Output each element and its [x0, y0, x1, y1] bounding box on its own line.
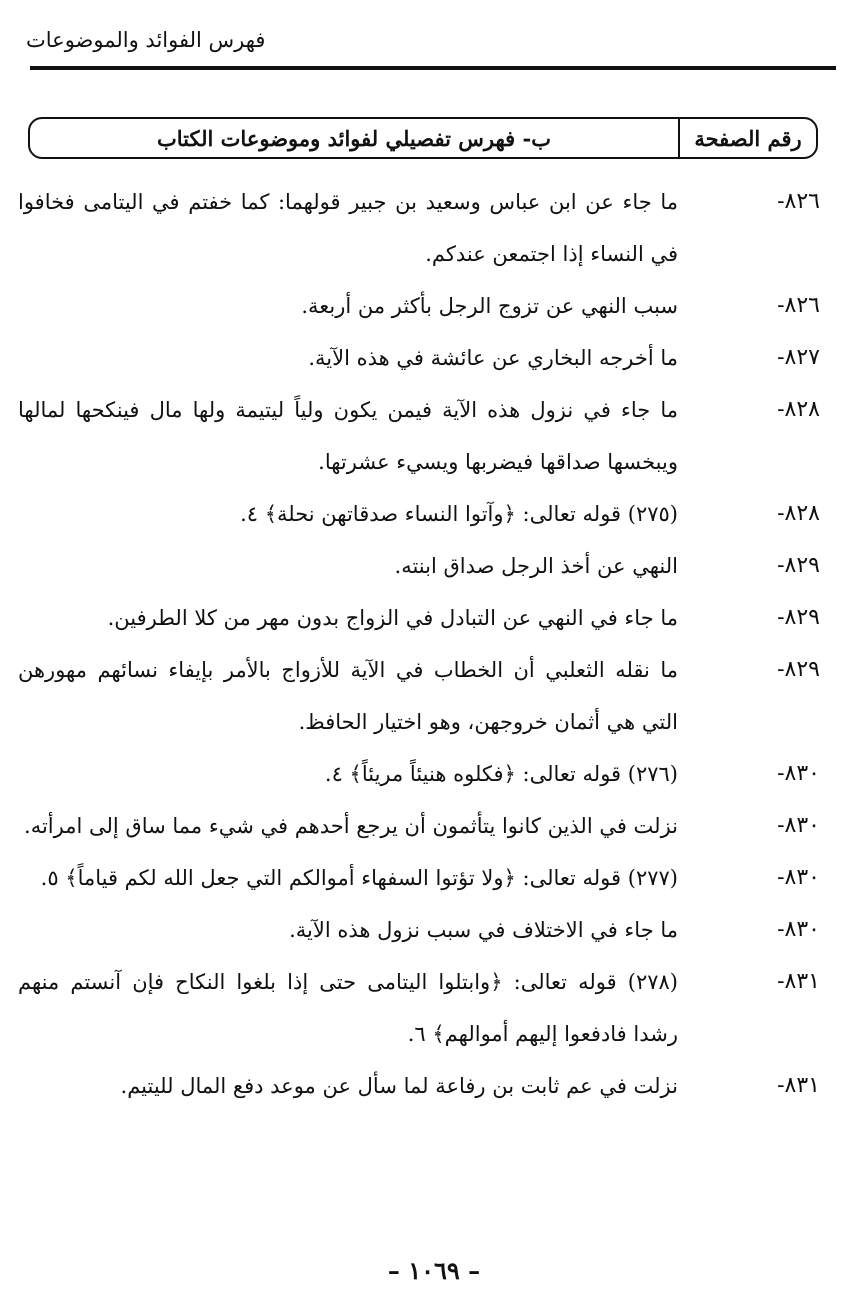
index-entry — [18, 956, 824, 1060]
entry-page-number: ٨٢٦- — [777, 293, 820, 318]
index-entry — [18, 852, 824, 904]
entry-page-number: ٨٢٩- — [777, 657, 820, 682]
running-head: فهرس الفوائد والموضوعات — [26, 28, 266, 52]
entry-page-number: ٨٢٨- — [777, 501, 820, 526]
index-entry — [18, 488, 824, 540]
entry-text: (٢٧٥) قوله تعالى: ﴿وآتوا النساء صدقاتهن نحلة﴾ ٤. — [240, 502, 678, 526]
entry-text: (٢٧٦) قوله تعالى: ﴿فكلوه هنيئاً مريئاً﴾ ٤. — [324, 762, 678, 786]
index-entry — [18, 904, 824, 956]
index-entry — [18, 384, 824, 488]
header-rule — [30, 66, 836, 70]
entry-text: (٢٧٨) قوله تعالى: ﴿وابتلوا اليتامى حتى إذا بلغوا النكاح فإن آنستم منهم رشدا فادفعوا إليهم أموالهم﴾ ٦. — [18, 970, 678, 1046]
entry-text: ما جاء في الاختلاف في سبب نزول هذه الآية. — [289, 918, 678, 942]
entry-text: ما جاء عن ابن عباس وسعيد بن جبير قولهما: كما خفتم في اليتامى فخافوا في النساء إذا اجتمعن عندكم. — [18, 190, 678, 266]
entry-page-number: ٨٢٩- — [777, 553, 820, 578]
index-entry — [18, 748, 824, 800]
entry-text: النهي عن أخذ الرجل صداق ابنته. — [394, 554, 678, 578]
index-entry — [18, 800, 824, 852]
entry-text: ما نقله الثعلبي أن الخطاب في الآية للأزواج بالأمر بإيفاء نسائهم مهورهن التي هي أثمان خروجهن، وهو اختيار الحافظ. — [18, 658, 678, 734]
entry-text: نزلت في عم ثابت بن رفاعة لما سأل عن موعد دفع المال لليتيم. — [120, 1074, 678, 1098]
entry-text: (٢٧٧) قوله تعالى: ﴿ولا تؤتوا السفهاء أموالكم التي جعل الله لكم قياماً﴾ ٥. — [40, 866, 678, 890]
entry-page-number: ٨٢٩- — [777, 605, 820, 630]
index-entry — [18, 280, 824, 332]
index-entry — [18, 540, 824, 592]
entry-page-number: ٨٢٨- — [777, 397, 820, 422]
index-entry — [18, 332, 824, 384]
page-number-footer: – ١٠٦٩ – — [387, 1256, 481, 1285]
entry-page-number: ٨٣٠- — [777, 917, 820, 942]
entry-page-number: ٨٣٠- — [777, 813, 820, 838]
entry-page-number: ٨٣١- — [777, 1073, 820, 1098]
entry-text: ما جاء في نزول هذه الآية فيمن يكون ولياً ليتيمة ولها مال فينكحها لمالها ويبخسها صداقها فيضربها ويسيء عشرتها. — [18, 398, 678, 474]
entry-text: سبب النهي عن تزوج الرجل بأكثر من أربعة. — [301, 294, 678, 318]
entry-page-number: ٨٣١- — [777, 969, 820, 994]
entry-page-number: ٨٢٧- — [777, 345, 820, 370]
index-header-box — [28, 117, 818, 159]
index-entry — [18, 592, 824, 644]
entry-page-number: ٨٣٠- — [777, 865, 820, 890]
index-entry — [18, 1060, 824, 1112]
entry-text: نزلت في الذين كانوا يتأثمون أن يرجع أحدهم في شيء مما ساق إلى امرأته. — [24, 814, 678, 838]
entry-text: ما أخرجه البخاري عن عائشة في هذه الآية. — [308, 346, 678, 370]
entry-page-number: ٨٢٦- — [777, 189, 820, 214]
index-entry — [18, 644, 824, 748]
page-number-column-header: رقم الصفحة — [694, 125, 802, 151]
index-entry — [18, 176, 824, 280]
entry-text: ما جاء في النهي عن التبادل في الزواج بدون مهر من كلا الطرفين. — [107, 606, 678, 630]
entry-page-number: ٨٣٠- — [777, 761, 820, 786]
index-entries — [18, 176, 824, 1112]
index-title: ب- فهرس تفصيلي لفوائد وموضوعات الكتاب — [157, 125, 551, 151]
